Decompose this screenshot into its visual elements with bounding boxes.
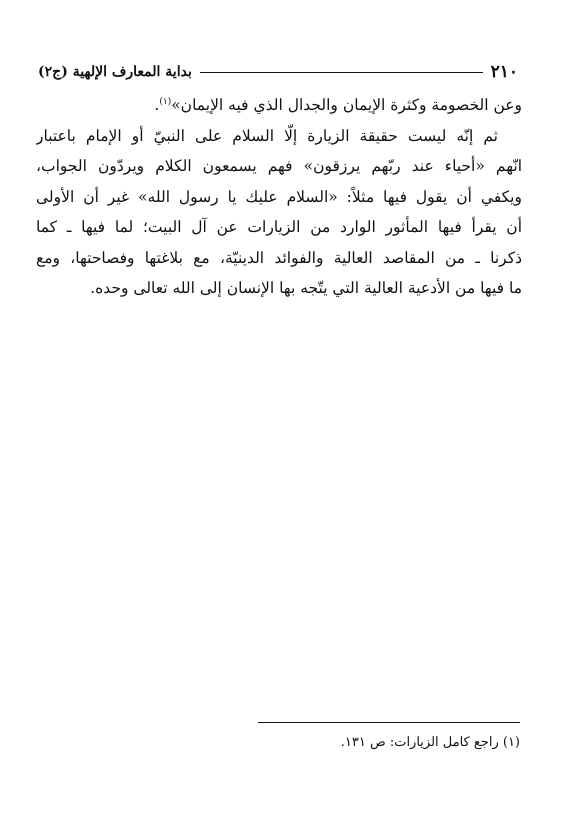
page-header (38, 58, 518, 86)
text-line: ذكرنا ـ من المقاصد العالية والفوائد الدينيّة، مع بلاغتها وفصاحتها، ومع (36, 248, 522, 267)
footnote-marker: (١) (159, 96, 172, 107)
text-line: ثم إنّه ليست حقيقة الزيارة إلّا السلام على النبيّ أو الإمام باعتبار (36, 126, 498, 145)
text-line: ما فيها من الأدعية العالية التي يتّجه بها الإنسان إلى الله تعالى وحده. (90, 279, 522, 297)
header-rule (200, 72, 483, 73)
line-text: وعن الخصومة وكثرة الإيمان والجدال الذي فيه الإيمان» (171, 96, 522, 114)
text-line (36, 90, 522, 121)
footnote-separator (258, 722, 520, 723)
body-text (36, 90, 522, 304)
running-title: بداية المعارف الإلهية (ج٢) (38, 64, 192, 80)
page-number: ٢١٠ (490, 62, 518, 82)
footnote: (١) راجع كامل الزيارات: ص ١٣١. (340, 735, 520, 750)
line-end-punctuation: . (154, 96, 160, 114)
text-line: أن يقرأ فيها المأثور الوارد من الزيارات عن آل البيت؛ لما فيها ـ كما (36, 218, 522, 236)
text-line: ويكفي أن يقول فيها مثلاً: «السلام عليك يا رسول الله» غير أن الأولى (36, 187, 522, 206)
text-line: انّهم «أحياء عند ربّهم يرزقون» فهم يسمعون الكلام ويردّون الجواب، (36, 157, 522, 175)
